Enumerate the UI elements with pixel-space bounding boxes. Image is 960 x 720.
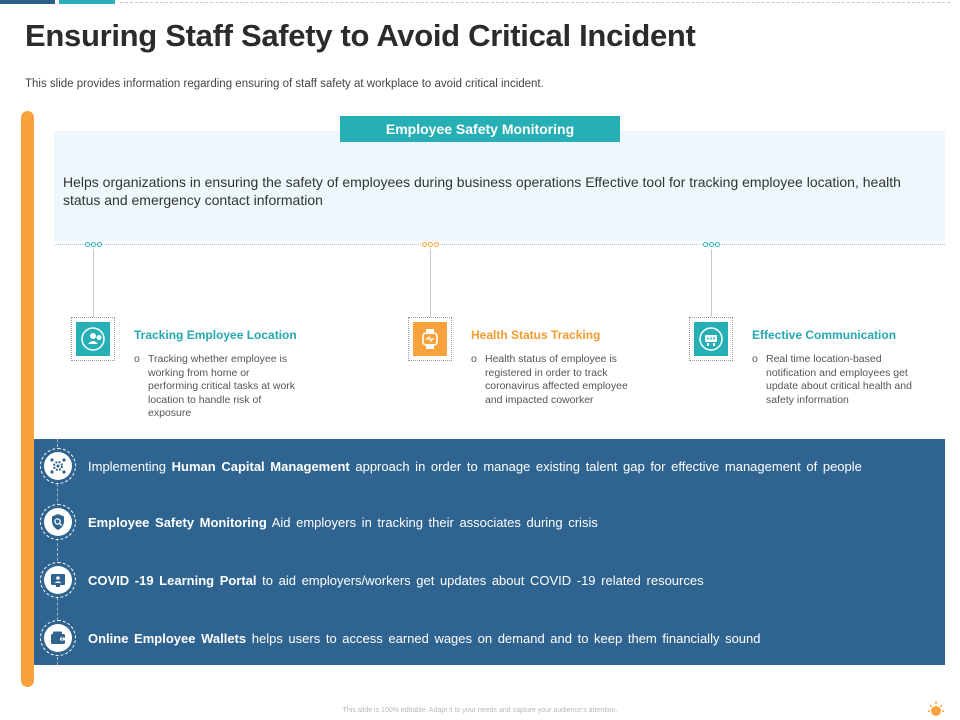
initiative-rest-2: Aid employers in tracking their associates during crisis xyxy=(266,515,598,530)
footer-note: This slide is 100% editable. Adapt it to your needs and capture your audience's attention. xyxy=(342,707,618,714)
initiative-bold-1: Human Capital Management xyxy=(171,459,350,474)
sun-logo-icon xyxy=(926,700,946,720)
feature-bullet-3: o xyxy=(752,353,758,365)
panel-dotted-border xyxy=(54,244,945,245)
feature-text-2: Health status of employee is registered in order to track coronavirus affected employee and impacted coworker xyxy=(485,353,628,406)
feature-icon-box-1 xyxy=(71,317,115,361)
monitoring-heading: Employee Safety Monitoring xyxy=(340,116,620,142)
initiative-bold-3: COVID -19 Learning Portal xyxy=(88,573,257,588)
initiative-rest-1: approach in order to manage existing talent gap for effective management of people xyxy=(349,459,862,474)
initiative-text-4 xyxy=(88,631,760,646)
connector-node-1 xyxy=(85,242,102,247)
smartwatch-health-icon xyxy=(413,322,447,356)
feature-text-1: Tracking whether employee is working from home or performing critical tasks at work location to handle risk of exposure xyxy=(148,353,296,419)
top-accent-bar-teal xyxy=(59,0,115,4)
location-person-icon xyxy=(76,322,110,356)
gear-people-icon xyxy=(44,452,72,480)
feature-icon-box-3 xyxy=(689,317,733,361)
feature-bullet-2: o xyxy=(471,353,477,365)
connector-line-2 xyxy=(430,249,431,317)
shield-search-icon xyxy=(44,508,72,536)
feature-icon-box-2 xyxy=(408,317,452,361)
initiative-icon-4 xyxy=(40,620,76,656)
initiative-bold-4: Online Employee Wallets xyxy=(88,631,247,646)
slide-subtitle: This slide provides information regarding ensuring of staff safety at workplace to avoid critical incident. xyxy=(25,78,544,90)
feature-text-3: Real time location-based notification and employees get update about critical health and safety information xyxy=(766,353,912,406)
feature-title-2: Health Status Tracking xyxy=(471,328,601,342)
monitoring-description: Helps organizations in ensuring the safety of employees during business operations Effective tool for tracking employee location, health status and emergency contact information xyxy=(63,174,901,208)
feature-title-1: Tracking Employee Location xyxy=(134,328,297,342)
slide-title: Ensuring Staff Safety to Avoid Critical Incident xyxy=(25,18,696,53)
communication-icon xyxy=(694,322,728,356)
wallet-icon xyxy=(44,624,72,652)
initiative-text-2 xyxy=(88,515,598,530)
left-orange-accent-bar xyxy=(21,111,34,687)
feature-bullet-1: o xyxy=(134,353,140,365)
feature-title-3: Effective Communication xyxy=(752,328,897,342)
connector-line-3 xyxy=(711,249,712,317)
initiative-icon-3 xyxy=(40,562,76,598)
connector-line-1 xyxy=(93,249,94,317)
top-dashed-divider xyxy=(120,2,950,3)
initiative-icon-1 xyxy=(40,448,76,484)
connector-node-3 xyxy=(703,242,720,247)
initiative-prefix-1: Implementing xyxy=(88,459,172,474)
connector-node-2 xyxy=(422,242,439,247)
initiative-text-1 xyxy=(88,459,862,474)
initiative-text-3 xyxy=(88,573,704,588)
learning-portal-icon xyxy=(44,566,72,594)
initiative-rest-4: helps users to access earned wages on demand and to keep them financially sound xyxy=(246,631,761,646)
initiative-rest-3: to aid employers/workers get updates about COVID -19 related resources xyxy=(256,573,704,588)
initiative-bold-2: Employee Safety Monitoring xyxy=(88,515,267,530)
top-accent-bar-navy xyxy=(0,0,55,4)
initiative-icon-2 xyxy=(40,504,76,540)
